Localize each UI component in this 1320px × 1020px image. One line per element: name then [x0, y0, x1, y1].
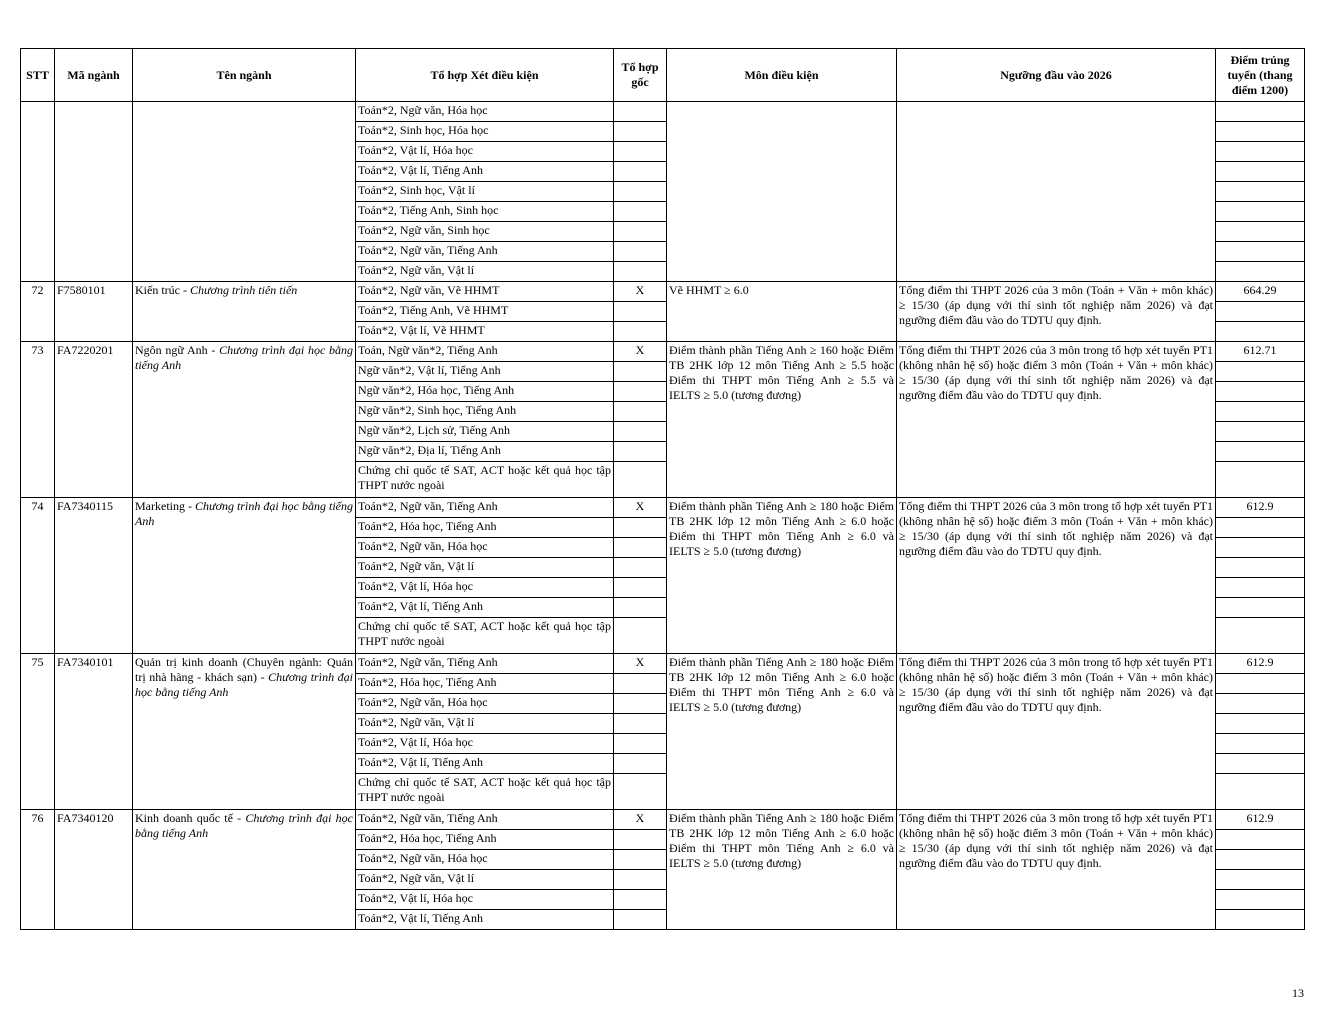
score-cell [1216, 578, 1305, 598]
combo-cell: Toán*2, Ngữ văn, Tiếng Anh [356, 654, 614, 674]
condition-cell: Điểm thành phần Tiếng Anh ≥ 180 hoặc Điểm TB 2HK lớp 12 môn Tiếng Anh ≥ 6.0 hoặc Điểm thi THPT môn Tiếng Anh ≥ 6.0 và IELTS ≥ 5.0 (tương đương) [667, 810, 897, 930]
score-cell [1216, 870, 1305, 890]
condition-cell: Vẽ HHMT ≥ 6.0 [667, 282, 897, 342]
goc-cell [614, 734, 667, 754]
goc-cell: X [614, 342, 667, 362]
table-body [21, 102, 1305, 930]
combo-cell: Toán*2, Ngữ văn, Vật lí [356, 714, 614, 734]
name-cell [133, 654, 356, 810]
goc-cell [614, 242, 667, 262]
code-cell: F7580101 [55, 282, 133, 342]
goc-cell [614, 754, 667, 774]
goc-cell: X [614, 498, 667, 518]
score-cell [1216, 558, 1305, 578]
goc-cell [614, 890, 667, 910]
program-name: Marketing - [135, 499, 196, 513]
goc-cell [614, 830, 667, 850]
goc-cell [614, 618, 667, 654]
threshold-cell: Tổng điểm thi THPT 2026 của 3 môn trong tổ hợp xét tuyển PT1 (không nhân hệ số) hoặc điểm 3 môn (Toán + Văn + môn khác) ≥ 15/30 (áp dụng với thí sinh tốt nghiệp năm 2026) và đạt ngưỡng điểm đầu vào do TDTU quy định. [897, 810, 1216, 930]
score-cell [1216, 362, 1305, 382]
goc-cell [614, 850, 667, 870]
program-type: Chương trình đại học bằng tiếng Anh [135, 499, 354, 528]
score-cell [1216, 162, 1305, 182]
goc-cell [614, 442, 667, 462]
combo-cell: Toán*2, Vật lí, Hóa học [356, 578, 614, 598]
stt-cell: 73 [21, 342, 55, 498]
combo-cell: Chứng chỉ quốc tế SAT, ACT hoặc kết quả học tập THPT nước ngoài [356, 618, 614, 654]
score-cell: 612.9 [1216, 498, 1305, 518]
combo-cell: Toán*2, Vật lí, Hóa học [356, 734, 614, 754]
combo-cell: Chứng chỉ quốc tế SAT, ACT hoặc kết quả học tập THPT nước ngoài [356, 774, 614, 810]
score-cell [1216, 442, 1305, 462]
goc-cell: X [614, 810, 667, 830]
score-cell [1216, 102, 1305, 122]
goc-cell [614, 262, 667, 282]
header-mon-dieu-kien: Môn điều kiện [667, 49, 897, 102]
goc-cell: X [614, 282, 667, 302]
table-row [21, 654, 1305, 674]
admission-table [20, 48, 1305, 930]
score-cell: 612.9 [1216, 810, 1305, 830]
page-number: 13 [1292, 986, 1304, 1000]
score-cell [1216, 262, 1305, 282]
combo-cell: Toán*2, Tiếng Anh, Vẽ HHMT [356, 302, 614, 322]
header-nguong: Ngưỡng đầu vào 2026 [897, 49, 1216, 102]
combo-cell: Toán*2, Ngữ văn, Vật lí [356, 558, 614, 578]
score-cell [1216, 598, 1305, 618]
score-cell [1216, 422, 1305, 442]
table-row [21, 498, 1305, 518]
combo-cell: Toán*2, Sinh học, Vật lí [356, 182, 614, 202]
program-type: Chương trình đại học bằng tiếng Anh [135, 670, 354, 699]
goc-cell: X [614, 654, 667, 674]
threshold-cell [897, 102, 1216, 282]
combo-cell: Ngữ văn*2, Hóa học, Tiếng Anh [356, 382, 614, 402]
score-cell [1216, 774, 1305, 810]
threshold-cell: Tổng điểm thi THPT 2026 của 3 môn (Toán + Văn + môn khác) ≥ 15/30 (áp dụng với thí sinh tốt nghiệp năm 2026) và đạt ngưỡng điểm đầu vào do TDTU quy định. [897, 282, 1216, 342]
combo-cell: Toán*2, Ngữ văn, Sinh học [356, 222, 614, 242]
threshold-cell: Tổng điểm thi THPT 2026 của 3 môn trong tổ hợp xét tuyển PT1 (không nhân hệ số) hoặc điểm 3 môn (Toán + Văn + môn khác) ≥ 15/30 (áp dụng với thí sinh tốt nghiệp năm 2026) và đạt ngưỡng điểm đầu vào do TDTU quy định. [897, 498, 1216, 654]
combo-cell: Ngữ văn*2, Lịch sử, Tiếng Anh [356, 422, 614, 442]
score-cell [1216, 122, 1305, 142]
score-cell [1216, 850, 1305, 870]
score-cell [1216, 674, 1305, 694]
program-type: Chương trình đại học bằng tiếng Anh [135, 343, 353, 372]
name-cell [133, 810, 356, 930]
score-cell [1216, 302, 1305, 322]
header-ma-nganh: Mã ngành [55, 49, 133, 102]
program-name: Ngôn ngữ Anh - [135, 343, 220, 357]
goc-cell [614, 182, 667, 202]
goc-cell [614, 202, 667, 222]
score-cell [1216, 830, 1305, 850]
score-cell [1216, 142, 1305, 162]
name-cell [133, 498, 356, 654]
code-cell: FA7340120 [55, 810, 133, 930]
name-cell [133, 342, 356, 498]
threshold-cell: Tổng điểm thi THPT 2026 của 3 môn trong tổ hợp xét tuyển PT1 (không nhân hệ số) hoặc điểm 3 môn (Toán + Văn + môn khác) ≥ 15/30 (áp dụng với thí sinh tốt nghiệp năm 2026) và đạt ngưỡng điểm đầu vào do TDTU quy định. [897, 342, 1216, 498]
score-cell [1216, 322, 1305, 342]
header-diem-trung-tuyen: Điểm trúng tuyển (thang điểm 1200) [1216, 49, 1305, 102]
combo-cell: Toán*2, Vật lí, Tiếng Anh [356, 754, 614, 774]
combo-cell: Toán*2, Ngữ văn, Vật lí [356, 262, 614, 282]
code-cell: FA7220201 [55, 342, 133, 498]
score-cell [1216, 462, 1305, 498]
score-cell [1216, 890, 1305, 910]
condition-cell: Điểm thành phần Tiếng Anh ≥ 180 hoặc Điểm TB 2HK lớp 12 môn Tiếng Anh ≥ 6.0 hoặc Điểm thi THPT môn Tiếng Anh ≥ 6.0 và IELTS ≥ 5.0 (tương đương) [667, 654, 897, 810]
combo-cell: Toán*2, Vật lí, Vẽ HHMT [356, 322, 614, 342]
combo-cell: Toán*2, Ngữ văn, Tiếng Anh [356, 498, 614, 518]
combo-cell: Ngữ văn*2, Sinh học, Tiếng Anh [356, 402, 614, 422]
goc-cell [614, 538, 667, 558]
table-row [21, 282, 1305, 302]
program-name: Quản trị kinh doanh (Chuyên ngành: Quản trị nhà hàng - khách sạn) - [135, 655, 353, 684]
name-cell [133, 282, 356, 342]
name-cell [133, 102, 356, 282]
stt-cell [21, 102, 55, 282]
score-cell: 664.29 [1216, 282, 1305, 302]
goc-cell [614, 362, 667, 382]
condition-cell: Điểm thành phần Tiếng Anh ≥ 180 hoặc Điểm TB 2HK lớp 12 môn Tiếng Anh ≥ 6.0 hoặc Điểm thi THPT môn Tiếng Anh ≥ 6.0 và IELTS ≥ 5.0 (tương đương) [667, 498, 897, 654]
score-cell [1216, 618, 1305, 654]
combo-cell: Toán*2, Ngữ văn, Hóa học [356, 850, 614, 870]
score-cell [1216, 518, 1305, 538]
goc-cell [614, 518, 667, 538]
code-cell: FA7340101 [55, 654, 133, 810]
combo-cell: Toán*2, Ngữ văn, Vật lí [356, 870, 614, 890]
condition-cell [667, 102, 897, 282]
combo-cell: Chứng chỉ quốc tế SAT, ACT hoặc kết quả học tập THPT nước ngoài [356, 462, 614, 498]
goc-cell [614, 382, 667, 402]
goc-cell [614, 462, 667, 498]
header-to-hop-goc: Tổ hợp gốc [614, 49, 667, 102]
goc-cell [614, 162, 667, 182]
combo-cell: Toán*2, Sinh học, Hóa học [356, 122, 614, 142]
combo-cell: Ngữ văn*2, Vật lí, Tiếng Anh [356, 362, 614, 382]
combo-cell: Toán, Ngữ văn*2, Tiếng Anh [356, 342, 614, 362]
score-cell: 612.71 [1216, 342, 1305, 362]
header-row [21, 49, 1305, 102]
program-name: Kiến trúc - [135, 283, 190, 297]
combo-cell: Toán*2, Vật lí, Hóa học [356, 142, 614, 162]
goc-cell [614, 558, 667, 578]
score-cell [1216, 202, 1305, 222]
combo-cell: Toán*2, Ngữ văn, Hóa học [356, 694, 614, 714]
goc-cell [614, 422, 667, 442]
score-cell [1216, 382, 1305, 402]
goc-cell [614, 302, 667, 322]
score-cell [1216, 182, 1305, 202]
goc-cell [614, 402, 667, 422]
score-cell [1216, 242, 1305, 262]
combo-cell: Toán*2, Vật lí, Tiếng Anh [356, 910, 614, 930]
combo-cell: Toán*2, Vật lí, Tiếng Anh [356, 162, 614, 182]
stt-cell: 72 [21, 282, 55, 342]
goc-cell [614, 122, 667, 142]
goc-cell [614, 102, 667, 122]
score-cell [1216, 754, 1305, 774]
score-cell [1216, 694, 1305, 714]
goc-cell [614, 870, 667, 890]
combo-cell: Toán*2, Ngữ văn, Hóa học [356, 538, 614, 558]
score-cell [1216, 714, 1305, 734]
combo-cell: Ngữ văn*2, Địa lí, Tiếng Anh [356, 442, 614, 462]
score-cell [1216, 734, 1305, 754]
goc-cell [614, 222, 667, 242]
goc-cell [614, 142, 667, 162]
score-cell: 612.9 [1216, 654, 1305, 674]
stt-cell: 76 [21, 810, 55, 930]
combo-cell: Toán*2, Hóa học, Tiếng Anh [356, 518, 614, 538]
stt-cell: 74 [21, 498, 55, 654]
table-row [21, 810, 1305, 830]
combo-cell: Toán*2, Ngữ văn, Tiếng Anh [356, 242, 614, 262]
goc-cell [614, 910, 667, 930]
score-cell [1216, 910, 1305, 930]
stt-cell: 75 [21, 654, 55, 810]
combo-cell: Toán*2, Vật lí, Hóa học [356, 890, 614, 910]
header-ten-nganh: Tên ngành [133, 49, 356, 102]
goc-cell [614, 322, 667, 342]
goc-cell [614, 578, 667, 598]
header-to-hop: Tổ hợp Xét điều kiện [356, 49, 614, 102]
combo-cell: Toán*2, Tiếng Anh, Sinh học [356, 202, 614, 222]
program-name: Kinh doanh quốc tế - [135, 811, 246, 825]
goc-cell [614, 674, 667, 694]
code-cell: FA7340115 [55, 498, 133, 654]
header-stt: STT [21, 49, 55, 102]
score-cell [1216, 538, 1305, 558]
program-type: Chương trình đại học bằng tiếng Anh [135, 811, 354, 840]
code-cell [55, 102, 133, 282]
combo-cell: Toán*2, Hóa học, Tiếng Anh [356, 674, 614, 694]
table-row [21, 342, 1305, 362]
program-type: Chương trình tiên tiến [189, 283, 298, 297]
threshold-cell: Tổng điểm thi THPT 2026 của 3 môn trong tổ hợp xét tuyển PT1 (không nhân hệ số) hoặc điểm 3 môn (Toán + Văn + môn khác) ≥ 15/30 (áp dụng với thí sinh tốt nghiệp năm 2026) và đạt ngưỡng điểm đầu vào do TDTU quy định. [897, 654, 1216, 810]
combo-cell: Toán*2, Vật lí, Tiếng Anh [356, 598, 614, 618]
combo-cell: Toán*2, Ngữ văn, Tiếng Anh [356, 810, 614, 830]
condition-cell: Điểm thành phần Tiếng Anh ≥ 160 hoặc Điểm TB 2HK lớp 12 môn Tiếng Anh ≥ 5.5 hoặc Điểm thi THPT môn Tiếng Anh ≥ 5.5 và IELTS ≥ 5.0 (tương đương) [667, 342, 897, 498]
table-row [21, 102, 1305, 122]
goc-cell [614, 598, 667, 618]
score-cell [1216, 402, 1305, 422]
score-cell [1216, 222, 1305, 242]
combo-cell: Toán*2, Ngữ văn, Vẽ HHMT [356, 282, 614, 302]
combo-cell: Toán*2, Ngữ văn, Hóa học [356, 102, 614, 122]
goc-cell [614, 694, 667, 714]
goc-cell [614, 714, 667, 734]
combo-cell: Toán*2, Hóa học, Tiếng Anh [356, 830, 614, 850]
goc-cell [614, 774, 667, 810]
